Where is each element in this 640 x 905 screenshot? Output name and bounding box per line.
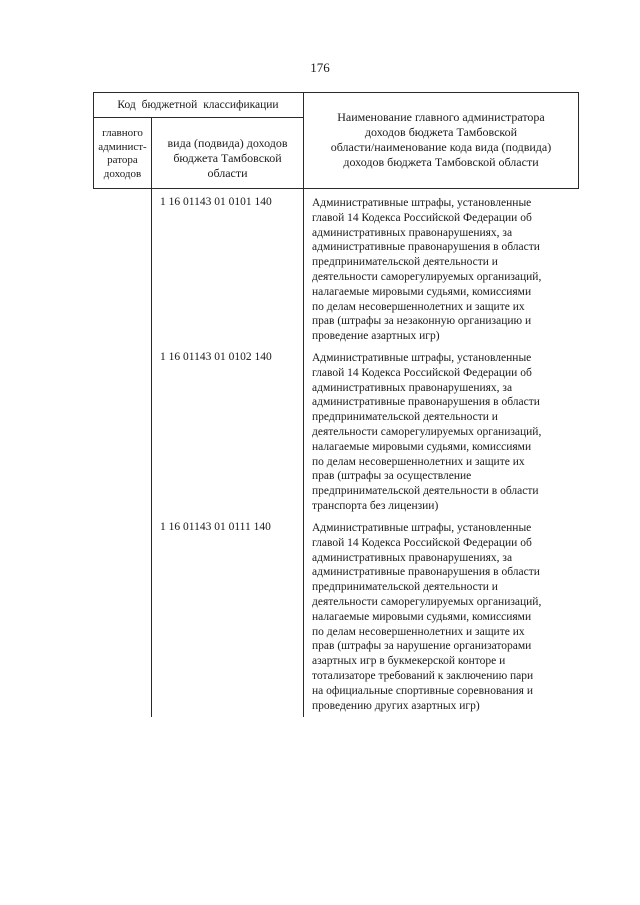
header-group-divider — [93, 117, 303, 118]
header-bottom-border — [93, 188, 579, 189]
table-right-border — [578, 92, 579, 189]
table-top-border — [93, 92, 579, 93]
header-col1: главного админист- ратора доходов — [98, 127, 147, 180]
col2-right-border — [303, 92, 304, 717]
revenue-description: Административные штрафы, установленные главой 14 Кодекса Российской Федерации об административных правонарушениях, за административные правонарушения в области предпринимательской деятельности и деятельности саморегулируемых организаций, налагаемые мировыми судьями, комиссиями по делам несовершеннолетних и защите их прав (штрафы за осуществление предпринимательской деятельности в области транспорта без лицензии) — [312, 352, 542, 512]
header-col3: Наименование главного администратора доходов бюджета Тамбовской области/наименование кода вида (подвида) доходов бюджета Тамбовской области — [330, 110, 552, 169]
classification-code: 1 16 01143 01 0101 140 — [160, 196, 272, 208]
revenue-description: Административные штрафы, установленные главой 14 Кодекса Российской Федерации об административных правонарушениях, за административные правонарушения в области предпринимательской деятельности и деятельности саморегулируемых организаций, налагаемые мировыми судьями, комиссиями по делам несовершеннолетних и защите их прав (штрафы за нарушение организаторами азартных игр в букмекерской конторе и тотализаторе требований к заключению пари на официальные спортивные соревнования и проведению других азартных игр) — [312, 522, 542, 712]
header-col2: вида (подвида) доходов бюджета Тамбовской области — [167, 136, 288, 180]
classification-code: 1 16 01143 01 0111 140 — [160, 521, 271, 533]
classification-code: 1 16 01143 01 0102 140 — [160, 351, 272, 363]
page-number: 176 — [310, 60, 330, 75]
col1-right-border — [151, 117, 152, 717]
revenue-description: Административные штрафы, установленные главой 14 Кодекса Российской Федерации об административных правонарушениях, за административные правонарушения в области предпринимательской деятельности и деятельности саморегулируемых организаций, налагаемые мировыми судьями, комиссиями по делам несовершеннолетних и защите их прав (штрафы за незаконную организацию и проведение азартных игр) — [312, 197, 542, 343]
header-group-label: Код бюджетной классификации — [117, 99, 279, 111]
